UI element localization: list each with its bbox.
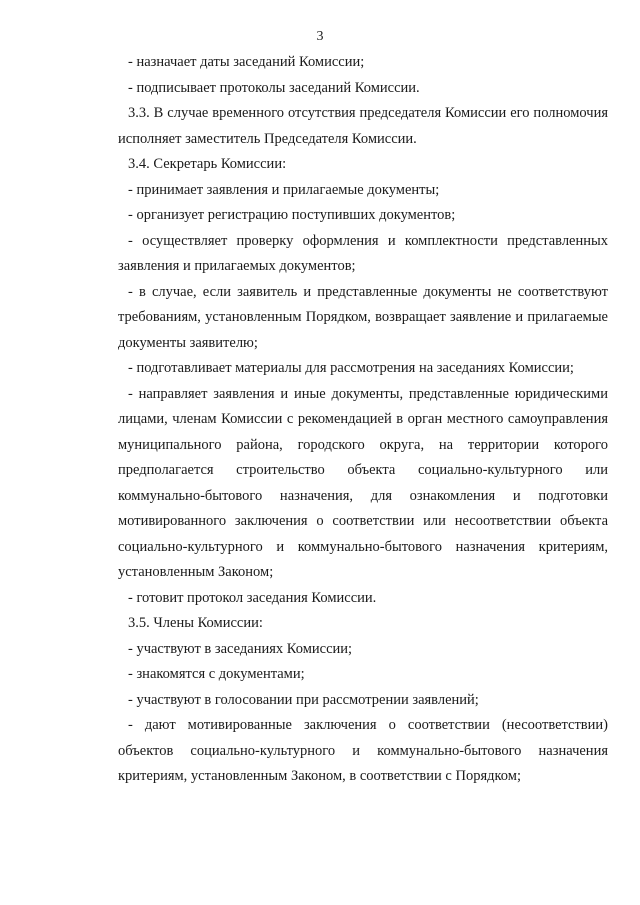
paragraph-secretary-checks: - осуществляет проверку оформления и комплектности представленных заявления и прилагаемых документов;	[118, 232, 608, 274]
paragraph-3-5-members: 3.5. Члены Комиссии:	[128, 615, 263, 631]
paragraph-secretary-protocol: - готовит протокол заседания Комиссии.	[128, 589, 377, 606]
document-body	[118, 50, 608, 790]
paragraph-members-vote: - участвуют в голосовании при рассмотрении заявлений;	[128, 691, 479, 708]
paragraph-members-participate: - участвуют в заседаниях Комиссии;	[128, 640, 353, 657]
paragraph-secretary-accepts: - принимает заявления и прилагаемые документы;	[128, 181, 440, 198]
paragraph-secretary-returns: - в случае, если заявитель и представленные документы не соответствуют требованиям, установленным Порядком, возвращает заявление и прилагаемые документы заявителю;	[118, 283, 608, 351]
paragraph-3-3-deputy: 3.3. В случае временного отсутствия председателя Комиссии его полномочия исполняет заместитель Председателя Комиссии.	[118, 105, 608, 147]
paragraph-members-conclusions: - дают мотивированные заключения о соответствии (несоответствии) объектов социально-культурного и коммунально-бытового назначения критериям, установленным Законом, в соответствии с Порядком;	[118, 717, 608, 784]
paragraph-secretary-sends: - направляет заявления и иные документы, представленные юридическими лицами, членам Комиссии с рекомендацией в орган местного самоуправления муниципального района, городского округа, на территории которого предполагается строительство объекта социально-культурного или коммунально-бытового назначения, для ознакомления и подготовки мотивированного заключения о соответствии или несоответствии объекта социально-культурного и коммунально-бытового назначения критериям, установленным Законом;	[118, 385, 608, 580]
paragraph-secretary-registers: - организует регистрацию поступивших документов;	[128, 207, 456, 223]
paragraph-members-review: - знакомятся с документами;	[128, 666, 305, 682]
paragraph-3-4-secretary: 3.4. Секретарь Комиссии:	[128, 156, 287, 172]
paragraph-chair-sets-dates: - назначает даты заседаний Комиссии;	[128, 54, 365, 70]
paragraph-chair-signs-protocols: - подписывает протоколы заседаний Комиссии.	[128, 79, 420, 96]
paragraph-secretary-prepares: - подготавливает материалы для рассмотрения на заседаниях Комиссии;	[128, 360, 574, 376]
page-number: 3	[316, 29, 324, 44]
